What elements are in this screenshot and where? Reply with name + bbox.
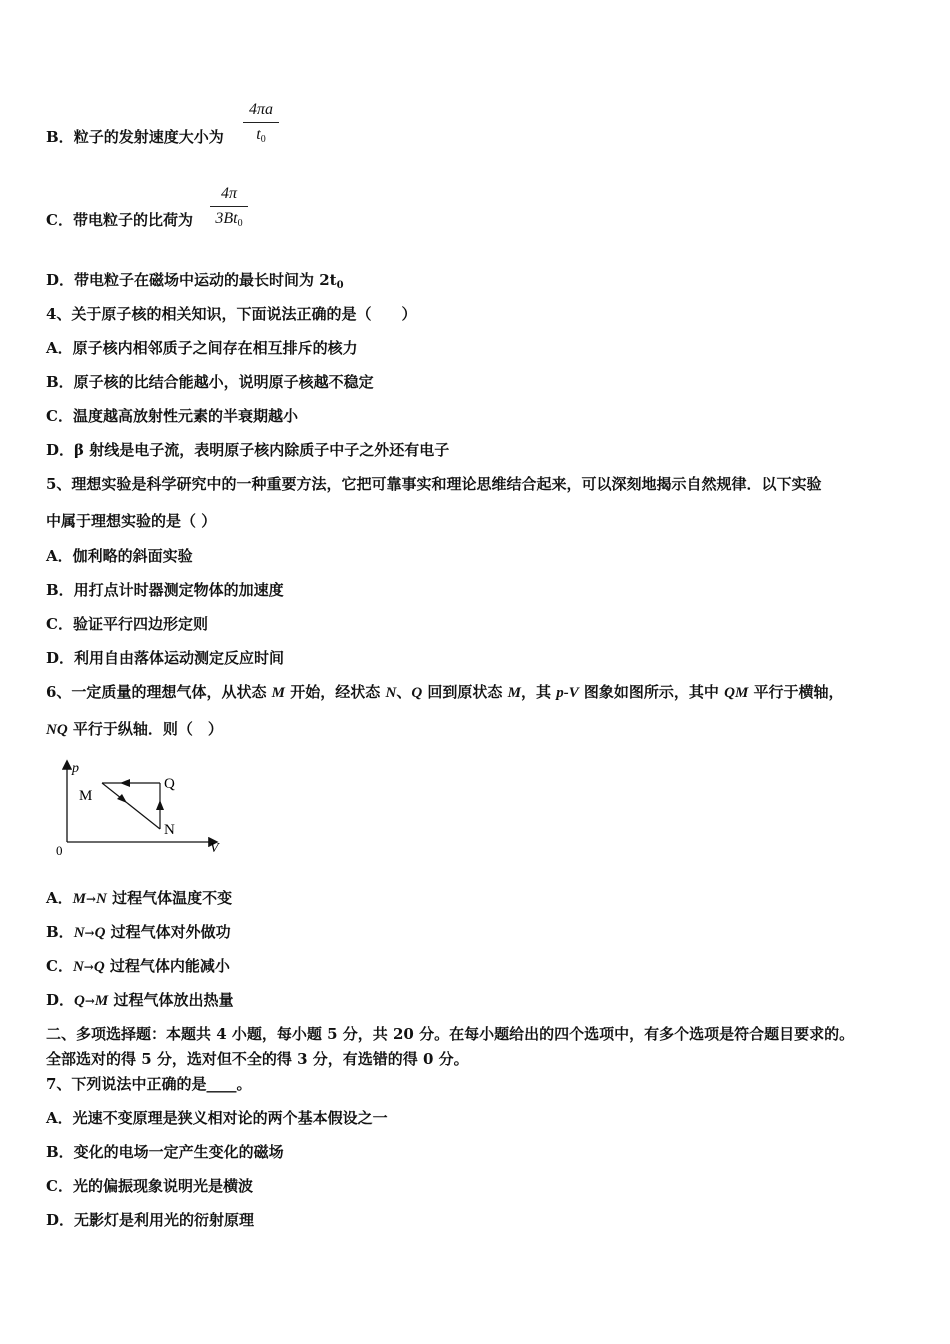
den-subscript: 0	[237, 218, 243, 229]
state-from: N	[72, 959, 84, 975]
q3-option-c	[46, 210, 193, 230]
option-label: A．	[46, 889, 73, 907]
stem-text: 回到原状态	[422, 683, 508, 701]
origin-label: 0	[56, 843, 63, 858]
q4-option-d: D．β 射线是电子流，表明原子核内除质子中子之外还有电子	[46, 441, 450, 459]
state-from: N	[73, 925, 85, 941]
option-text: 过程气体放出热量	[108, 991, 234, 1009]
state-to: Q	[94, 925, 106, 941]
option-label: B．	[46, 128, 74, 146]
fraction-denominator	[210, 209, 248, 234]
pv-label: p-V	[556, 685, 579, 701]
stem-text: 开始，经状态	[285, 683, 386, 701]
option-label: D．	[46, 991, 75, 1009]
state-to: N	[96, 891, 107, 907]
point-n-label: N	[164, 822, 175, 838]
q6-option-c	[46, 956, 230, 977]
q7-option-a: A．光速不变原理是狭义相对论的两个基本假设之一	[46, 1109, 388, 1127]
den-var: t	[256, 126, 261, 143]
option-text: 带电粒子的比荷为	[72, 211, 193, 229]
den-subscript: 0	[260, 134, 266, 145]
segment-qm: QM	[724, 685, 749, 701]
q4-option-a: A．原子核内相邻质子之间存在相互排斥的核力	[46, 339, 358, 357]
state-from: M	[72, 891, 86, 907]
stem-text: 图象如图所示，其中	[578, 683, 725, 701]
state-to: Q	[93, 959, 105, 975]
option-label: C．	[46, 211, 73, 229]
q5-option-c: C．验证平行四边形定则	[46, 615, 208, 633]
option-label: D．	[46, 271, 75, 289]
q6-option-d	[46, 990, 234, 1011]
stem-text: 平行于纵轴．则（ ）	[67, 720, 223, 738]
q7-stem: 7、下列说法中正确的是____。	[46, 1075, 252, 1093]
q5-stem-line2: 中属于理想实验的是（ ）	[46, 512, 217, 530]
fraction-numerator: 4πa	[248, 101, 273, 118]
q5-option-d: D．利用自由落体运动测定反应时间	[46, 649, 285, 667]
section2-line2: 全部选对的得 5 分，选对但不全的得 3 分，有选错的得 0 分。	[46, 1050, 469, 1068]
arrow-icon: →	[84, 926, 95, 940]
option-text: 带电粒子在磁场中运动的最长时间为 2t	[74, 271, 337, 289]
option-label: B．	[46, 923, 74, 941]
q3-option-d	[46, 270, 344, 296]
arrow-icon: →	[84, 994, 95, 1008]
p-axis-label: p	[72, 761, 79, 776]
option-label: C．	[46, 957, 73, 975]
arrow-icon: →	[85, 892, 97, 906]
q6-stem-line1	[46, 682, 844, 703]
arrow-n-to-q	[156, 800, 164, 810]
pv-diagram	[50, 756, 230, 858]
q5-option-b: B．用打点计时器测定物体的加速度	[46, 581, 284, 599]
state-n: N	[385, 685, 397, 701]
arrow-q-to-m	[120, 779, 130, 787]
state-m: M	[271, 685, 286, 701]
stem-text: ，其	[520, 683, 557, 701]
q7-option-d: D．无影灯是利用光的衍射原理	[46, 1211, 255, 1229]
q3-option-b	[46, 127, 224, 147]
q6-option-b	[46, 922, 231, 943]
v-axis-label: V	[210, 841, 219, 856]
section2-line1: 二、多项选择题：本题共 4 小题，每小题 5 分，共 20 分。在每小题给出的四个选项中，有多个选项是符合题目要求的。	[46, 1025, 855, 1043]
q4-stem: 4、关于原子核的相关知识，下面说法正确的是（ ）	[46, 305, 417, 323]
stem-text: 平行于横轴，	[748, 683, 844, 701]
option-text: 过程气体内能减小	[104, 957, 230, 975]
q7-option-b: B．变化的电场一定产生变化的磁场	[46, 1143, 284, 1161]
den-var: 3Bt	[215, 210, 238, 227]
point-m-label: M	[79, 788, 93, 804]
fraction-denominator	[243, 125, 279, 150]
q4-option-c: C．温度越高放射性元素的半衰期越小	[46, 407, 298, 425]
stem-separator: 、	[396, 683, 412, 701]
point-q-label: Q	[164, 776, 175, 792]
state-from: Q	[74, 993, 85, 1009]
q5-stem-line1: 5、理想实验是科学研究中的一种重要方法，它把可靠事实和理论思维结合起来，可以深刻地揭示自然规律．以下实验	[46, 475, 822, 493]
q5-option-a: A．伽利略的斜面实验	[46, 547, 193, 565]
q6-stem-line2	[46, 719, 223, 740]
state-q: Q	[411, 685, 423, 701]
state-m: M	[507, 685, 521, 701]
option-text: 粒子的发射速度大小为	[73, 128, 224, 146]
arrow-icon: →	[83, 960, 94, 974]
state-to: M	[94, 993, 109, 1009]
fraction-numerator: 4π	[220, 185, 237, 202]
segment-nq: NQ	[46, 722, 68, 738]
segment-mn-line	[102, 783, 160, 829]
fraction-bar	[210, 206, 248, 207]
option-text: 过程气体温度不变	[106, 889, 233, 907]
q6-option-a	[46, 888, 232, 909]
option-subscript: 0	[336, 280, 344, 291]
fraction-speed	[243, 100, 279, 150]
option-text: 过程气体对外做功	[105, 923, 231, 941]
fraction-charge-ratio	[210, 184, 248, 234]
q4-option-b: B．原子核的比结合能越小，说明原子核越不稳定	[46, 373, 374, 391]
fraction-bar	[243, 122, 279, 123]
q7-option-c: C．光的偏振现象说明光是横波	[46, 1177, 253, 1195]
stem-text: 6、一定质量的理想气体，从状态	[46, 683, 272, 701]
